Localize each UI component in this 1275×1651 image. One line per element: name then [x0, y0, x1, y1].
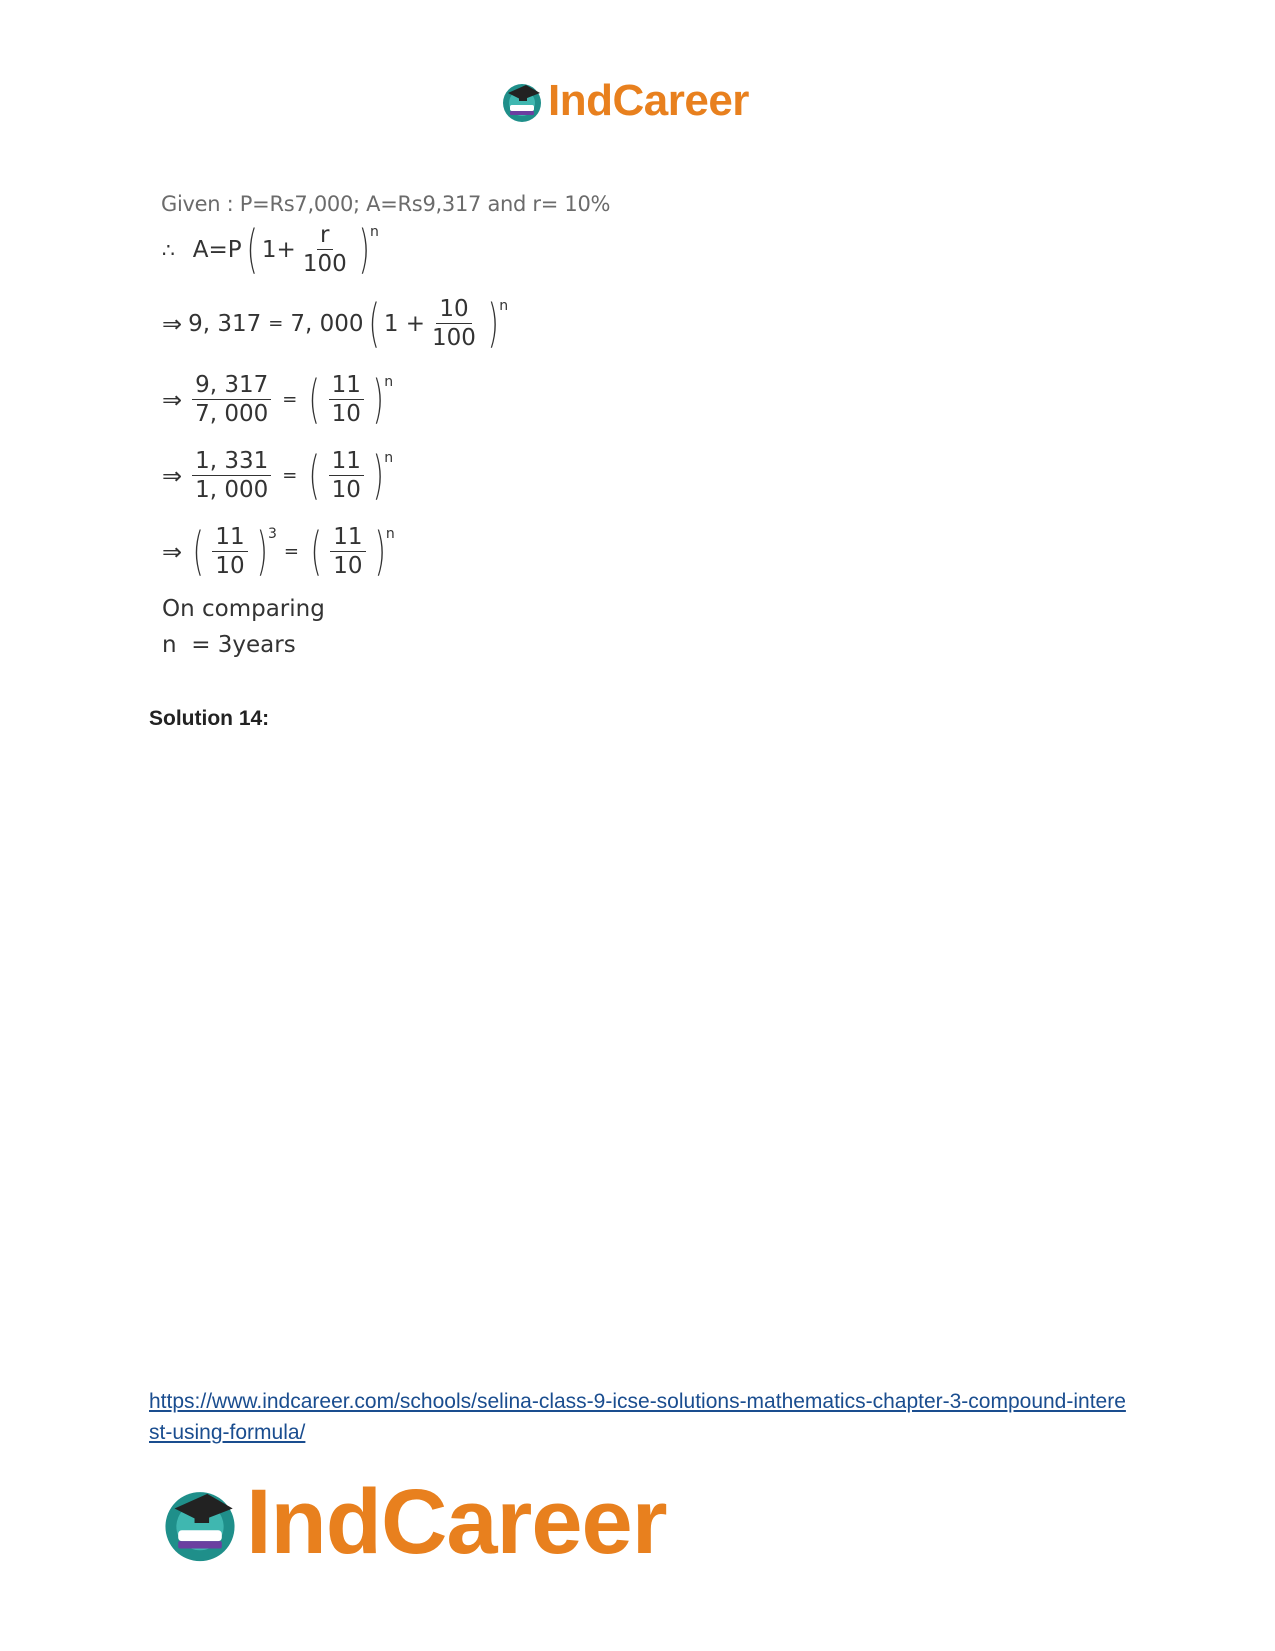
close-paren: )	[372, 445, 384, 506]
implies-arrow: ⇒	[162, 537, 183, 566]
formula-line-5	[162, 521, 395, 582]
fraction-denominator: 7, 000	[195, 401, 269, 428]
fraction	[212, 524, 247, 580]
equals-sign: =	[282, 389, 298, 411]
formula-one: 1 +	[383, 310, 426, 337]
graduation-cap-book-icon	[500, 79, 544, 123]
amount-value: 9, 317	[188, 310, 262, 337]
exponent: n	[384, 450, 394, 466]
graduation-cap-book-icon	[160, 1483, 240, 1563]
fraction	[329, 448, 364, 504]
open-paren: (	[308, 369, 321, 430]
formula-line-2	[162, 293, 509, 354]
solution-heading: Solution 14:	[149, 707, 270, 730]
exponent: n	[384, 374, 394, 390]
open-paren: (	[308, 445, 321, 506]
fraction-denominator: 100	[302, 251, 347, 278]
fraction-denominator: 10	[215, 553, 245, 580]
fraction-denominator: 1, 000	[195, 477, 269, 504]
fraction	[330, 524, 365, 580]
close-paren: )	[374, 521, 386, 582]
fraction	[429, 296, 479, 352]
fraction-denominator: 100	[432, 325, 476, 352]
fraction	[300, 222, 350, 278]
formula-line-3	[162, 369, 394, 430]
close-paren: )	[256, 521, 268, 582]
fraction	[192, 448, 271, 504]
footer-logo-text: IndCareer	[246, 1471, 667, 1573]
given-statement: Given : P=Rs7,000; A=Rs9,317 and r= 10%	[161, 192, 611, 216]
footer-logo	[160, 1470, 667, 1575]
exponent: n	[370, 224, 379, 240]
equals-sign: =	[282, 465, 298, 487]
implies-arrow: ⇒	[162, 461, 183, 490]
open-paren: (	[310, 521, 322, 582]
equals-sign: =	[268, 313, 284, 335]
fraction-numerator: 11	[212, 524, 247, 552]
fraction-denominator: 10	[331, 477, 361, 504]
fraction-numerator: 11	[329, 372, 364, 400]
source-url-link[interactable]: https://www.indcareer.com/schools/selina-class-9-icse-solutions-mathematics-chapter-3-compound-interest-using-formula/	[149, 1390, 1126, 1444]
fraction-numerator: 1, 331	[192, 448, 271, 476]
implies-arrow: ⇒	[162, 385, 183, 414]
header-logo	[500, 76, 749, 126]
formula-line-1	[162, 219, 379, 280]
equals-sign: =	[283, 541, 299, 563]
fraction	[329, 372, 364, 428]
fraction-numerator: 10	[436, 296, 471, 324]
implies-arrow: ⇒	[162, 309, 183, 338]
formula-lhs: A=P	[192, 236, 242, 263]
exponent: n	[499, 298, 509, 314]
fraction-denominator: 10	[333, 553, 363, 580]
formula-line-4	[162, 445, 394, 506]
open-paren: (	[368, 293, 380, 354]
open-paren: (	[246, 219, 258, 280]
on-comparing-text: On comparing	[162, 596, 325, 622]
formula-one: 1+	[261, 236, 296, 263]
exponent: 3	[267, 526, 277, 542]
open-paren: (	[192, 521, 204, 582]
fraction-numerator: r	[317, 222, 332, 250]
fraction-numerator: 9, 317	[192, 372, 271, 400]
fraction	[192, 372, 271, 428]
principal-value: 7, 000	[290, 310, 364, 337]
close-paren: )	[358, 219, 370, 280]
therefore-symbol: ∴	[162, 237, 175, 262]
fraction-denominator: 10	[331, 401, 361, 428]
exponent: n	[385, 526, 395, 542]
header-logo-text: IndCareer	[548, 76, 749, 125]
result-text: n = 3years	[162, 632, 296, 658]
close-paren: )	[372, 369, 384, 430]
fraction-numerator: 11	[329, 448, 364, 476]
close-paren: )	[487, 293, 499, 354]
fraction-numerator: 11	[330, 524, 365, 552]
